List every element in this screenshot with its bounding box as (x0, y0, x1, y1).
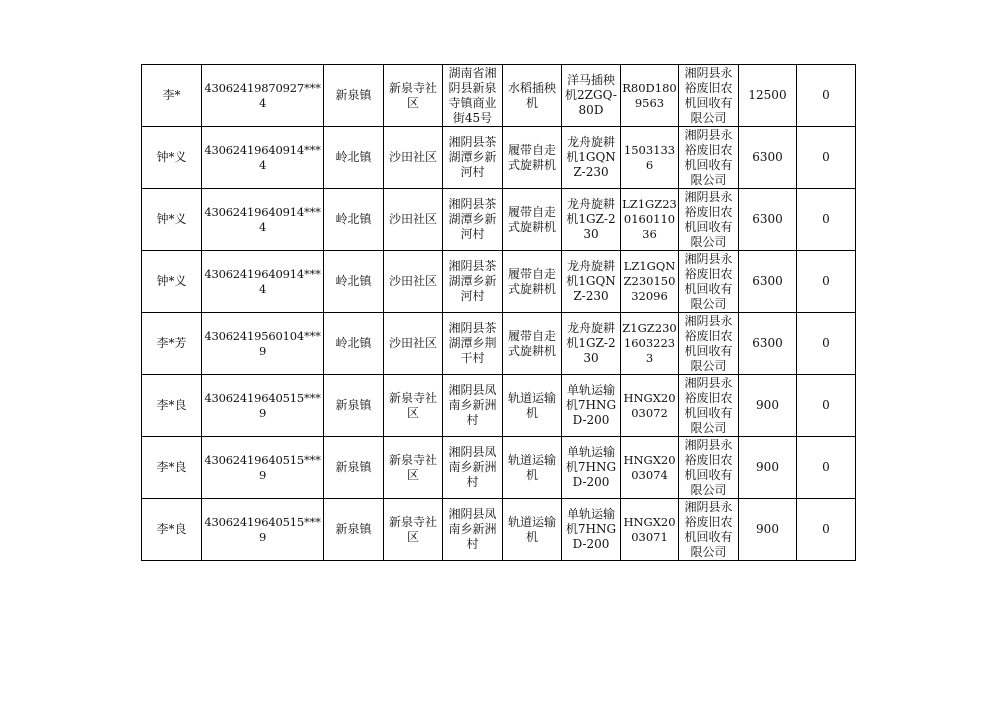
subsidy-table (141, 64, 856, 561)
table-row (142, 499, 856, 561)
table-row (142, 313, 856, 375)
cell-extra-amount: 0 (797, 375, 856, 437)
cell-machine-model: 龙舟旋耕机1GZ-230 (562, 313, 621, 375)
table-row (142, 189, 856, 251)
cell-id-number: 43062419870927***4 (202, 65, 324, 127)
cell-community: 沙田社区 (384, 189, 443, 251)
cell-community: 新泉寺社区 (384, 437, 443, 499)
table-row (142, 375, 856, 437)
cell-subsidy-amount: 6300 (739, 127, 797, 189)
cell-machine-model: 龙舟旋耕机1GQNZ-230 (562, 127, 621, 189)
cell-serial-number: LZ1GQNZ23015032096 (621, 251, 679, 313)
cell-id-number: 43062419640515***9 (202, 437, 324, 499)
cell-id-number: 43062419560104***9 (202, 313, 324, 375)
cell-subsidy-amount: 900 (739, 375, 797, 437)
cell-name: 李*良 (142, 437, 202, 499)
cell-address: 湘阴县凤南乡新洲村 (443, 499, 503, 561)
cell-name: 李*良 (142, 375, 202, 437)
table-row (142, 251, 856, 313)
cell-extra-amount: 0 (797, 251, 856, 313)
cell-address: 湖南省湘阴县新泉寺镇商业街45号 (443, 65, 503, 127)
cell-town: 岭北镇 (324, 127, 384, 189)
cell-address: 湘阴县茶湖潭乡新河村 (443, 189, 503, 251)
cell-town: 新泉镇 (324, 499, 384, 561)
cell-recycling-company: 湘阴县永裕废旧农机回收有限公司 (679, 437, 739, 499)
cell-address: 湘阴县凤南乡新洲村 (443, 437, 503, 499)
cell-name: 李* (142, 65, 202, 127)
cell-extra-amount: 0 (797, 189, 856, 251)
table-row (142, 65, 856, 127)
cell-serial-number: HNGX2003072 (621, 375, 679, 437)
cell-machine-model: 洋马插秧机2ZGQ-80D (562, 65, 621, 127)
cell-id-number: 43062419640914***4 (202, 189, 324, 251)
cell-name: 钟*义 (142, 127, 202, 189)
cell-serial-number: 15031336 (621, 127, 679, 189)
cell-recycling-company: 湘阴县永裕废旧农机回收有限公司 (679, 189, 739, 251)
cell-address: 湘阴县茶湖潭乡荆干村 (443, 313, 503, 375)
cell-id-number: 43062419640914***4 (202, 127, 324, 189)
cell-extra-amount: 0 (797, 499, 856, 561)
cell-community: 沙田社区 (384, 127, 443, 189)
cell-recycling-company: 湘阴县永裕废旧农机回收有限公司 (679, 499, 739, 561)
cell-machine-category: 履带自走式旋耕机 (503, 127, 562, 189)
cell-machine-model: 龙舟旋耕机1GZ-230 (562, 189, 621, 251)
cell-subsidy-amount: 12500 (739, 65, 797, 127)
cell-machine-category: 轨道运输机 (503, 375, 562, 437)
cell-community: 沙田社区 (384, 251, 443, 313)
cell-town: 新泉镇 (324, 375, 384, 437)
cell-name: 李*良 (142, 499, 202, 561)
cell-machine-category: 履带自走式旋耕机 (503, 251, 562, 313)
cell-subsidy-amount: 900 (739, 499, 797, 561)
cell-machine-category: 轨道运输机 (503, 437, 562, 499)
cell-community: 新泉寺社区 (384, 375, 443, 437)
cell-name: 钟*义 (142, 251, 202, 313)
table-row (142, 127, 856, 189)
cell-machine-model: 龙舟旋耕机1GQNZ-230 (562, 251, 621, 313)
cell-address: 湘阴县茶湖潭乡新河村 (443, 127, 503, 189)
cell-serial-number: LZ1GZ23016011036 (621, 189, 679, 251)
cell-recycling-company: 湘阴县永裕废旧农机回收有限公司 (679, 375, 739, 437)
cell-subsidy-amount: 6300 (739, 189, 797, 251)
cell-extra-amount: 0 (797, 313, 856, 375)
cell-machine-category: 水稻插秧机 (503, 65, 562, 127)
cell-serial-number: HNGX2003071 (621, 499, 679, 561)
cell-machine-category: 轨道运输机 (503, 499, 562, 561)
cell-subsidy-amount: 6300 (739, 313, 797, 375)
cell-recycling-company: 湘阴县永裕废旧农机回收有限公司 (679, 65, 739, 127)
cell-machine-model: 单轨运输机7HNGD-200 (562, 437, 621, 499)
cell-extra-amount: 0 (797, 127, 856, 189)
cell-name: 钟*义 (142, 189, 202, 251)
cell-machine-model: 单轨运输机7HNGD-200 (562, 499, 621, 561)
cell-town: 岭北镇 (324, 189, 384, 251)
cell-address: 湘阴县凤南乡新洲村 (443, 375, 503, 437)
cell-community: 新泉寺社区 (384, 65, 443, 127)
cell-address: 湘阴县茶湖潭乡新河村 (443, 251, 503, 313)
cell-town: 新泉镇 (324, 437, 384, 499)
cell-recycling-company: 湘阴县永裕废旧农机回收有限公司 (679, 313, 739, 375)
cell-id-number: 43062419640914***4 (202, 251, 324, 313)
cell-machine-model: 单轨运输机7HNGD-200 (562, 375, 621, 437)
cell-serial-number: HNGX2003074 (621, 437, 679, 499)
cell-recycling-company: 湘阴县永裕废旧农机回收有限公司 (679, 127, 739, 189)
cell-name: 李*芳 (142, 313, 202, 375)
cell-town: 新泉镇 (324, 65, 384, 127)
cell-town: 岭北镇 (324, 313, 384, 375)
cell-machine-category: 履带自走式旋耕机 (503, 189, 562, 251)
cell-machine-category: 履带自走式旋耕机 (503, 313, 562, 375)
cell-serial-number: R80D1809563 (621, 65, 679, 127)
cell-id-number: 43062419640515***9 (202, 375, 324, 437)
cell-subsidy-amount: 900 (739, 437, 797, 499)
table-row (142, 437, 856, 499)
cell-serial-number: Z1GZ23016032233 (621, 313, 679, 375)
cell-subsidy-amount: 6300 (739, 251, 797, 313)
cell-id-number: 43062419640515***9 (202, 499, 324, 561)
table-body (142, 65, 856, 561)
cell-recycling-company: 湘阴县永裕废旧农机回收有限公司 (679, 251, 739, 313)
cell-extra-amount: 0 (797, 65, 856, 127)
cell-community: 新泉寺社区 (384, 499, 443, 561)
cell-town: 岭北镇 (324, 251, 384, 313)
cell-extra-amount: 0 (797, 437, 856, 499)
cell-community: 沙田社区 (384, 313, 443, 375)
